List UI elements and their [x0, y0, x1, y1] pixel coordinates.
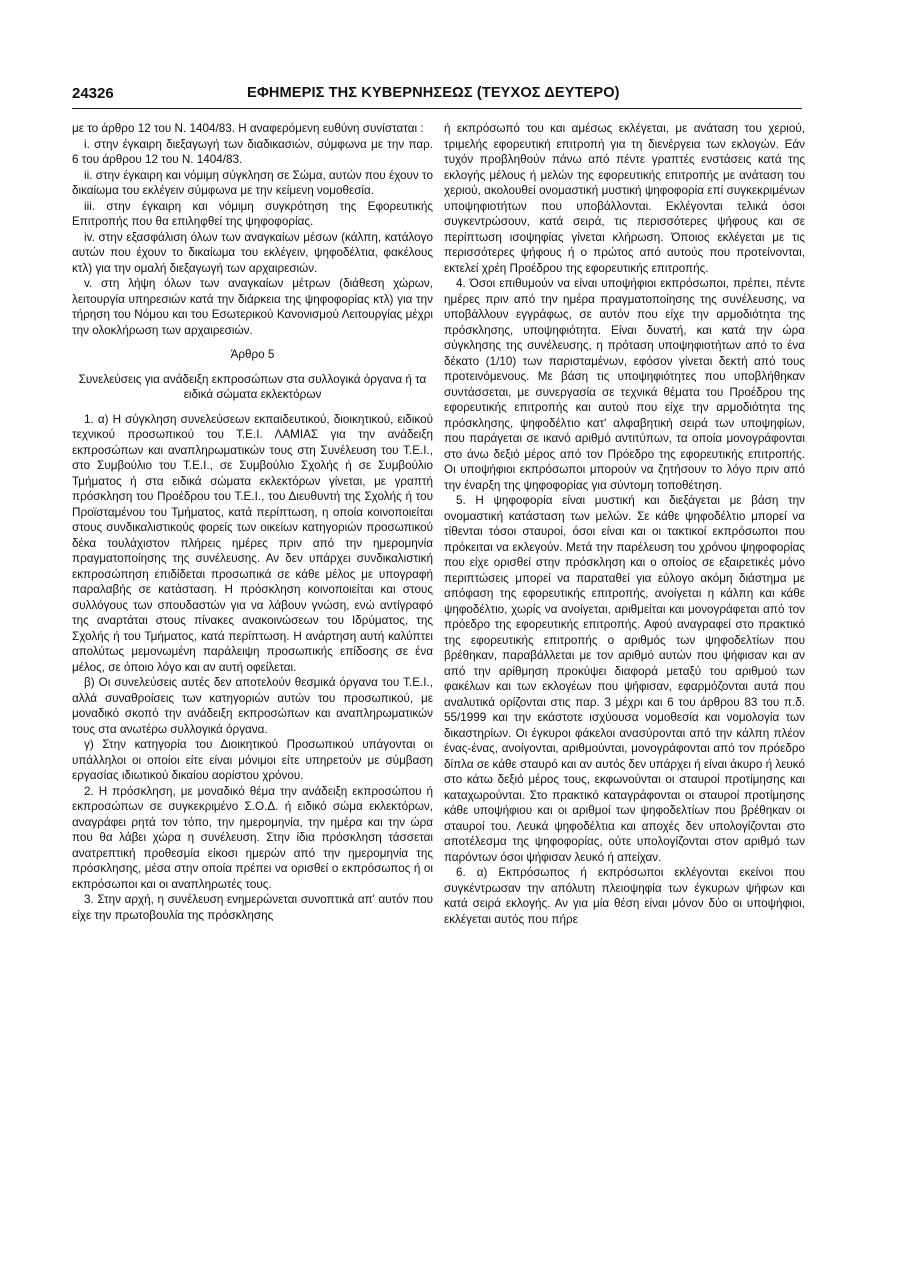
paragraph: iii. στην έγκαιρη και νόμιμη συγκρότηση της Εφορευτικής Επιτροπής που θα επιληφθεί της ψηφοφορίας. [72, 199, 433, 228]
paragraph: i. στην έγκαιρη διεξαγωγή των διαδικασιών, σύμφωνα με την παρ. 6 του άρθρου 12 του Ν. 1404/83. [72, 137, 433, 166]
article-subtitle: Συνελεύσεις για ανάδειξη εκπροσώπων στα συλλογικά όργανα ή τα ειδικά σώματα εκλεκτόρων [78, 372, 427, 401]
paragraph: γ) Στην κατηγορία του Διοικητικού Προσωπικού υπάγονται οι υπάλληλοι οι οποίοι είτε είναι μόνιμοι είτε υπηρετούν με σύμβαση εργασίας ιδιωτικού δικαίου αορίστου χρόνου. [72, 738, 433, 782]
paragraph: ii. στην έγκαιρη και νόμιμη σύγκληση σε Σώμα, αυτών που έχουν το δικαίωμα του εκλέγειν σύμφωνα με την κείμενη νομοθεσία. [72, 168, 433, 197]
paragraph: v. στη λήψη όλων των αναγκαίων μέτρων (διάθεση χώρων, λειτουργία υπηρεσιών κατά την διάρκεια της ψηφοφορίας κτλ) για την τήρηση του Νόμου και του Εσωτερικού Κανονισμού Λειτουργίας μέχρι την ολοκλήρωση των αρχαιρεσιών. [72, 277, 433, 337]
paragraph: 1. α) Η σύγκληση συνελεύσεων εκπαιδευτικού, διοικητικού, ειδικού τεχνικού προσωπικού του Τ.Ε.Ι. ΛΑΜΙΑΣ για την ανάδειξη εκπροσώπων και αναπληρωματικών τους στη Συνέλευση του Τ.Ε.Ι., στο Συμβούλιο του Τ.Ε.Ι., σε Συμβούλιο Σχολής ή σε Συμβούλιο Τμήματος ή στα ειδικά σώματα εκλεκτόρων γίνεται, με γραπτή πρόσκληση του Προέδρου του Τ.Ε.Ι., του Διευθυντή της Σχολής ή του Προϊσταμένου του Τμήματος, κατά περίπτωση, η οποία κοινοποιείται στους συνδικαλιστικούς φορείς των οικείων κατηγοριών προσωπικού δέκα τουλάχιστον πλήρεις ημέρες πριν από την ημερομηνία πραγματοποίησης της συνέλευσης. Αν δεν υπάρχει συνδικαλιστική εκπροσώπηση επιδίδεται προσωπικά σε κάθε μέλος με υπογραφή παραλαβής σε κατάσταση. Η πρόσκληση κοινοποιείται και στους συλλόγους των σπουδαστών για να λάβουν γνώση, ενώ αντίγραφό της αναρτάται στους πίνακες ανακοινώσεων του Ιδρύματος, της Σχολής ή του Τμήματος, κατά περίπτωση. Η ανάρτηση αυτή καλύπτει απολύτως μεμονωμένη παράλειψη προσωπικής επίδοσης σε ένα μέλος, σε όποιο λόγο και αν αυτή οφείλεται. [72, 412, 433, 674]
paragraph: 6. α) Εκπρόσωπος ή εκπρόσωποι εκλέγονται εκείνοι που συγκέντρωσαν την απόλυτη πλειοψηφία των έγκυρων ψήφων και κατά σειρά εκλογής. Αν για μία θέση είναι μόνον δύο οι υποψήφιοι, εκλέγεται αυτός που πήρε [444, 866, 805, 926]
paragraph: iv. στην εξασφάλιση όλων των αναγκαίων μέσων (κάλπη, κατάλογο αυτών που έχουν το δικαίωμα του εκλέγειν, ψηφοδέλτια, φακέλους κτλ) για την ομαλή διεξαγωγή των αρχαιρεσιών. [72, 230, 433, 275]
page-number: 24326 [72, 85, 114, 102]
journal-title: ΕΦΗΜΕΡΙΣ ΤΗΣ ΚΥΒΕΡΝΗΣΕΩΣ (ΤΕΥΧΟΣ ΔΕΥΤΕΡΟ) [247, 85, 620, 101]
page-header [72, 85, 802, 109]
article-heading: Άρθρο 5 [230, 348, 275, 361]
paragraph: με το άρθρο 12 του Ν. 1404/83. Η αναφερόμενη ευθύνη συνίσταται : [72, 122, 424, 135]
right-column [444, 121, 805, 1271]
paragraph: 3. Στην αρχή, η συνέλευση ενημερώνεται συνοπτικά απ' αυτόν που είχε την πρωτοβουλία της πρόσκλησης [72, 893, 433, 922]
header-rule [72, 108, 802, 109]
paragraph: ή εκπρόσωπό του και αμέσως εκλέγεται, με ανάταση του χεριού, τριμελής εφορευτική επιτροπή για τη διενέργεια των εκλογών. Εάν τυχόν προβληθούν πάνω από πέντε γραπτές ενστάσεις κατά της εκλογής μέλους ή μελών της εφορευτικής επιτροπής με ανάταση του χεριού, ακολουθεί ονομαστική μυστική ψηφοφορία επί συγκεκριμένων υποψηφιοτήτων που υποβάλλονται. Εκλέγονται τελικά όσοι συγκεντρώσουν, κατά σειρά, τις περισσότερες ψήφους και σε περίπτωση ισοψηφίας γίνεται κλήρωση. Όποιος εκλέγεται με τις περισσότερες ψήφους ή ο πρώτος από αυτούς που προτείνονται, εκτελεί χρέη Προέδρου της εφορευτικής επιτροπής. [444, 122, 805, 275]
left-column [72, 121, 433, 1271]
paragraph: 4. Όσοι επιθυμούν να είναι υποψήφιοι εκπρόσωποι, πρέπει, πέντε ημέρες πριν από την ημέρα πραγματοποίησης της συνέλευσης, να υποβάλλουν εγγράφως, σε αυτόν που είχε την αρμοδιότητα της πρόσκλησης, υποψηφιότητα. Είναι δυνατή, και κατά την ώρα σύγκλησης της συνέλευσης, η πρόταση υποψηφιοτήτων από το ένα δέκατο (1/10) των παρισταμένων, εφόσον γίνεται δεκτή από τους προτεινόμενους. Με βάση τις υποψηφιότητες που υποβλήθηκαν συντάσσεται, με συνεργασία σε τεχνικά θέματα του Προέδρου της εφορευτικής επιτροπής και αυτού που είχε την αρμοδιότητα της πρόσκλησης, ψηφοδέλτιο κατ' αλφαβητική σειρά των υποψηφίων, που παράγεται σε ικανό αριθμό αντιτύπων, τα οποία μονογράφονται στο άνω δεξιό μέρος από τον Πρόεδρο της εφορευτικής επιτροπής. Οι υποψήφιοι εκπρόσωποι μπορούν να ζητήσουν το λόγο πριν από την έναρξη της ψηφοφορίας για σύντομη τοποθέτηση. [444, 277, 805, 492]
paragraph: β) Οι συνελεύσεις αυτές δεν αποτελούν θεσμικά όργανα του Τ.Ε.Ι., αλλά συναθροίσεις των κατηγοριών αυτών του προσωπικού, με μοναδικό σκοπό την ανάδειξη εκπροσώπων και αναπληρωματικών τους στα ανωτέρω συλλογικά όργανα. [72, 676, 433, 736]
paragraph: 2. Η πρόσκληση, με μοναδικό θέμα την ανάδειξη εκπροσώπου ή εκπροσώπων σε συγκεκριμένο Σ.Ο.Δ. ή ειδικό σώμα εκλεκτόρων, αναγράφει ρητά τον τόπο, την ημερομηνία, την ημέρα και την ώρα που θα λάβει χώρα η συνέλευση. Στην ίδια πρόσκληση τάσσεται ανατρεπτική προθεσμία είκοσι ημερών από την ημερομηνία της πρόσκλησης, μέσα στην οποία πρέπει να ορισθεί ο εκπρόσωπος ή οι εκπρόσωποι και οι αναπληρωτές τους. [72, 784, 433, 891]
paragraph: 5. Η ψηφοφορία είναι μυστική και διεξάγεται με βάση την ονομαστική κατάσταση των μελών. Σε κάθε ψηφοδέλτιο μπορεί να τίθενται τόσοι σταυροί, όσοι είναι και οι τακτικοί εκπρόσωποι που πρόκειται να εκλεγούν. Μετά την παρέλευση του χρόνου ψηφοφορίας που είχε ορισθεί στην πρόσκληση και ο οποίος σε εξαιρετικές μόνο περιπτώσεις μπορεί να παραταθεί για εύλογο ακόμη διάστημα με απόφαση της εφορευτικής επιτροπής, ανοίγεται η κάλπη και κάθε ψηφοδέλτιο, χωρίς να ανοίγεται, αριθμείται και μονογράφεται από τον πρόεδρο της εφορευτικής επιτροπής. Αφού αναγραφεί στο πρακτικό της εφορευτικής επιτροπής ο αριθμός των ψηφοδελτίων που βρέθηκαν, παραβάλλεται με τον αριθμό αυτών που ψήφισαν και αν από την αρίθμηση προκύψει διαφορά μεταξύ του αριθμού των φακέλων και των εκλογέων που ψήφισαν, εφαρμόζονται αυτά που αναλυτικά ορίζονται στις παρ. 3 μέχρι και 6 του άρθρου 83 του π.δ. 55/1999 και την εκάστοτε ισχύουσα νομοθεσία και νομολογία των δικαστηρίων. Οι έγκυροι φάκελοι ανασύρονται από την κάλπη πλέον ένας-ένας, ανοίγονται, αριθμούνται, μονογράφονται από τον πρόεδρο δίπλα σε κάθε σταυρό και αν αυτός δεν υπάρχει ή είναι άκυρο ή λευκό στο κάτω δεξιό μέρος τους, εκφωνούνται οι σταυροί προτίμησης και καταχωρούνται. Στο πρακτικό καταγράφονται οι σταυροί προτίμησης κάθε υποψήφιου και οι αριθμοί των ψηφοδελτίων που βρέθηκαν οι σταυροί του. Λευκά ψηφοδέλτια και αποχές δεν υπολογίζονται στο αποτέλεσμα της ψηφοφορίας, ούτε υπολογίζονται στον αριθμό των παρόντων όσοι ψήφισαν λευκό ή απείχαν. [444, 494, 805, 864]
